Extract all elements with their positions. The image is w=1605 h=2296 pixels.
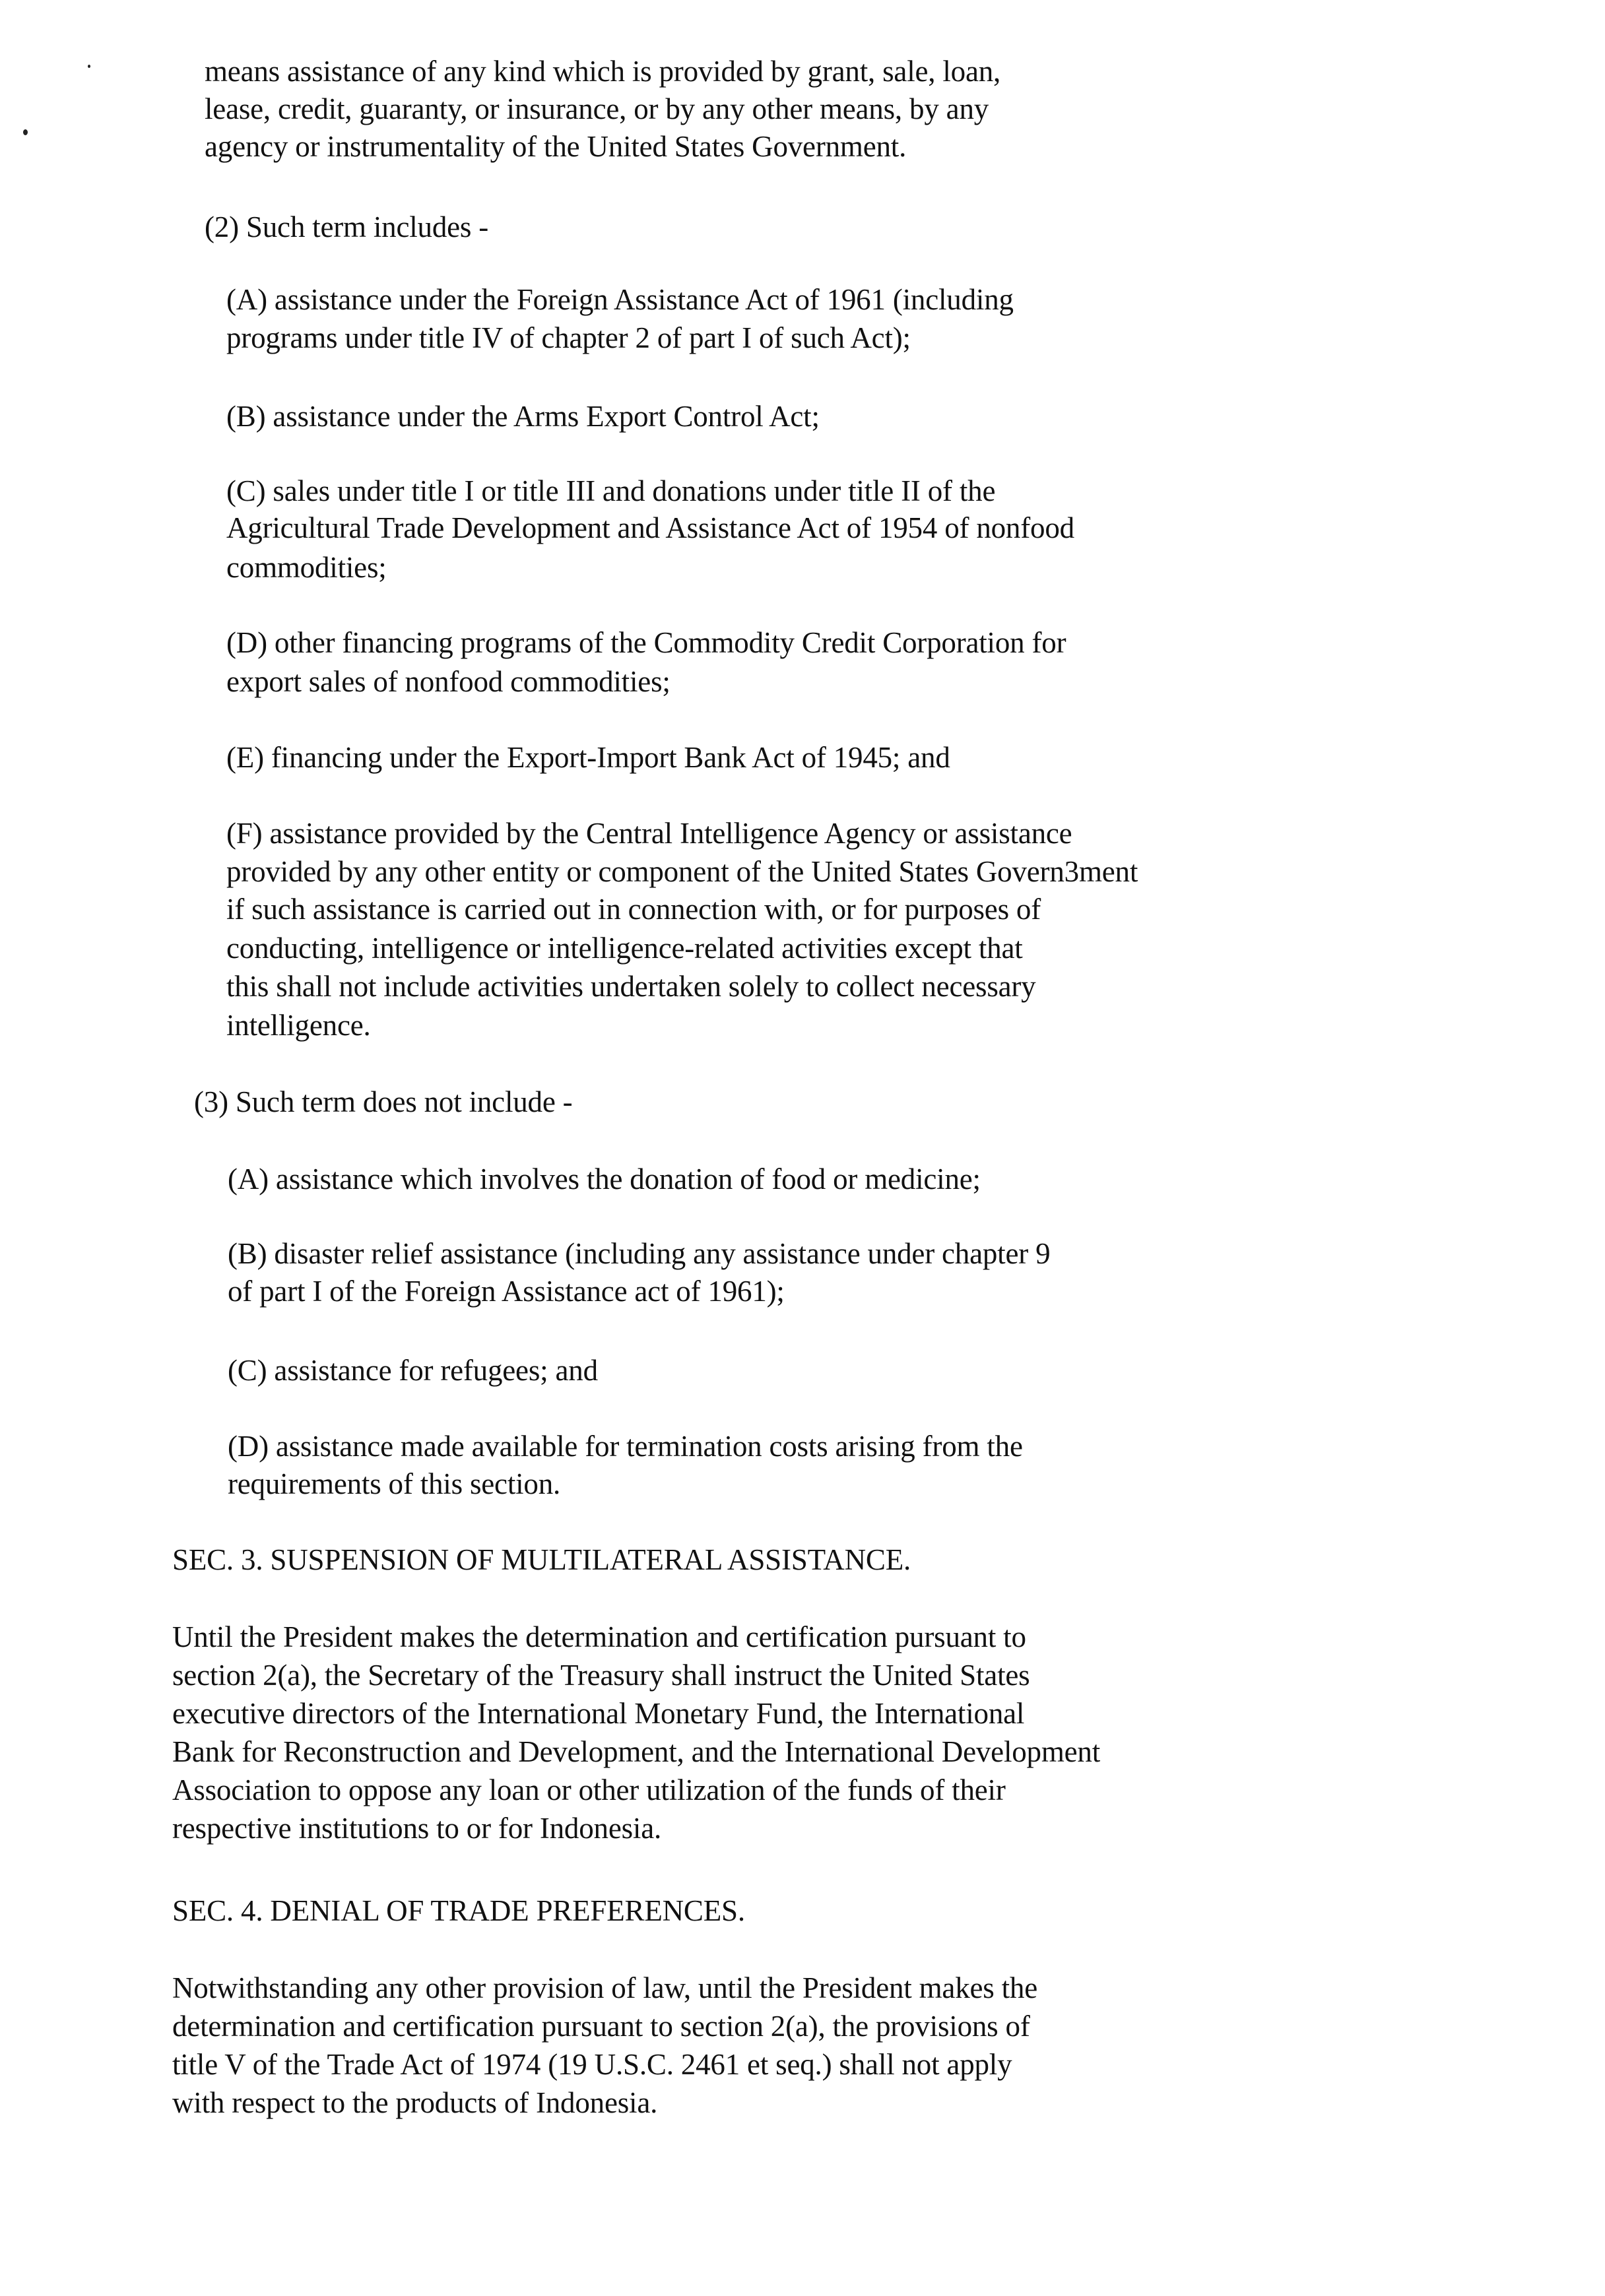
- text-line: Notwithstanding any other provision of law, until the President makes the: [172, 1971, 1038, 2004]
- text-line: (F) assistance provided by the Central Intelligence Agency or assistance: [226, 817, 1072, 850]
- text-line: (C) assistance for refugees; and: [228, 1354, 598, 1387]
- excludes-heading: (3) Such term does not include -: [194, 1085, 573, 1118]
- text-line: programs under title IV of chapter 2 of part I of such Act);: [226, 321, 911, 354]
- includes-heading: (2) Such term includes -: [205, 210, 489, 243]
- text-line: (B) disaster relief assistance (including any assistance under chapter 9: [228, 1237, 1051, 1270]
- text-line: Agricultural Trade Development and Assistance Act of 1954 of nonfood: [226, 511, 1074, 544]
- text-line: section 2(a), the Secretary of the Treasury shall instruct the United States: [172, 1659, 1030, 1692]
- text-line: intelligence.: [226, 1009, 371, 1042]
- text-line: determination and certification pursuant to section 2(a), the provisions of: [172, 2010, 1030, 2043]
- text-line: with respect to the products of Indonesia.: [172, 2086, 658, 2119]
- scan-speck-mark: [23, 129, 28, 135]
- text-line: (C) sales under title I or title III and donations under title II of the: [226, 474, 996, 507]
- section-heading: SEC. 3. SUSPENSION OF MULTILATERAL ASSISTANCE.: [172, 1543, 911, 1576]
- text-line: requirements of this section.: [228, 1467, 561, 1500]
- text-line: (B) assistance under the Arms Export Control Act;: [226, 400, 820, 433]
- text-line: Association to oppose any loan or other utilization of the funds of their: [172, 1773, 1006, 1806]
- text-line: (A) assistance under the Foreign Assistance Act of 1961 (including: [226, 283, 1014, 316]
- text-line: (D) assistance made available for termination costs arising from the: [228, 1430, 1023, 1463]
- text-line: Until the President makes the determination and certification pursuant to: [172, 1620, 1026, 1653]
- text-line: Bank for Reconstruction and Development, and the International Development: [172, 1735, 1101, 1768]
- text-line: commodities;: [226, 551, 387, 584]
- text-line: title V of the Trade Act of 1974 (19 U.S.C. 2461 et seq.) shall not apply: [172, 2048, 1012, 2081]
- text-line: (A) assistance which involves the donation of food or medicine;: [228, 1163, 981, 1196]
- text-line: means assistance of any kind which is provided by grant, sale, loan,: [205, 55, 1001, 88]
- text-line: this shall not include activities undertaken solely to collect necessary: [226, 970, 1036, 1003]
- text-line: (E) financing under the Export-Import Bank Act of 1945; and: [226, 741, 950, 774]
- scan-speck-mark: [88, 65, 90, 68]
- text-line: export sales of nonfood commodities;: [226, 665, 671, 698]
- text-line: lease, credit, guaranty, or insurance, or by any other means, by any: [205, 92, 989, 125]
- section-heading: SEC. 4. DENIAL OF TRADE PREFERENCES.: [172, 1894, 745, 1927]
- text-line: of part I of the Foreign Assistance act of 1961);: [228, 1275, 785, 1308]
- text-line: conducting, intelligence or intelligence-related activities except that: [226, 932, 1023, 965]
- text-line: if such assistance is carried out in connection with, or for purposes of: [226, 893, 1041, 926]
- text-line: respective institutions to or for Indonesia.: [172, 1812, 662, 1845]
- text-line: provided by any other entity or component of the United States Govern3ment: [226, 855, 1138, 888]
- text-line: agency or instrumentality of the United States Government.: [205, 130, 907, 163]
- text-line: (D) other financing programs of the Commodity Credit Corporation for: [226, 626, 1066, 659]
- text-line: executive directors of the International Monetary Fund, the International: [172, 1697, 1025, 1730]
